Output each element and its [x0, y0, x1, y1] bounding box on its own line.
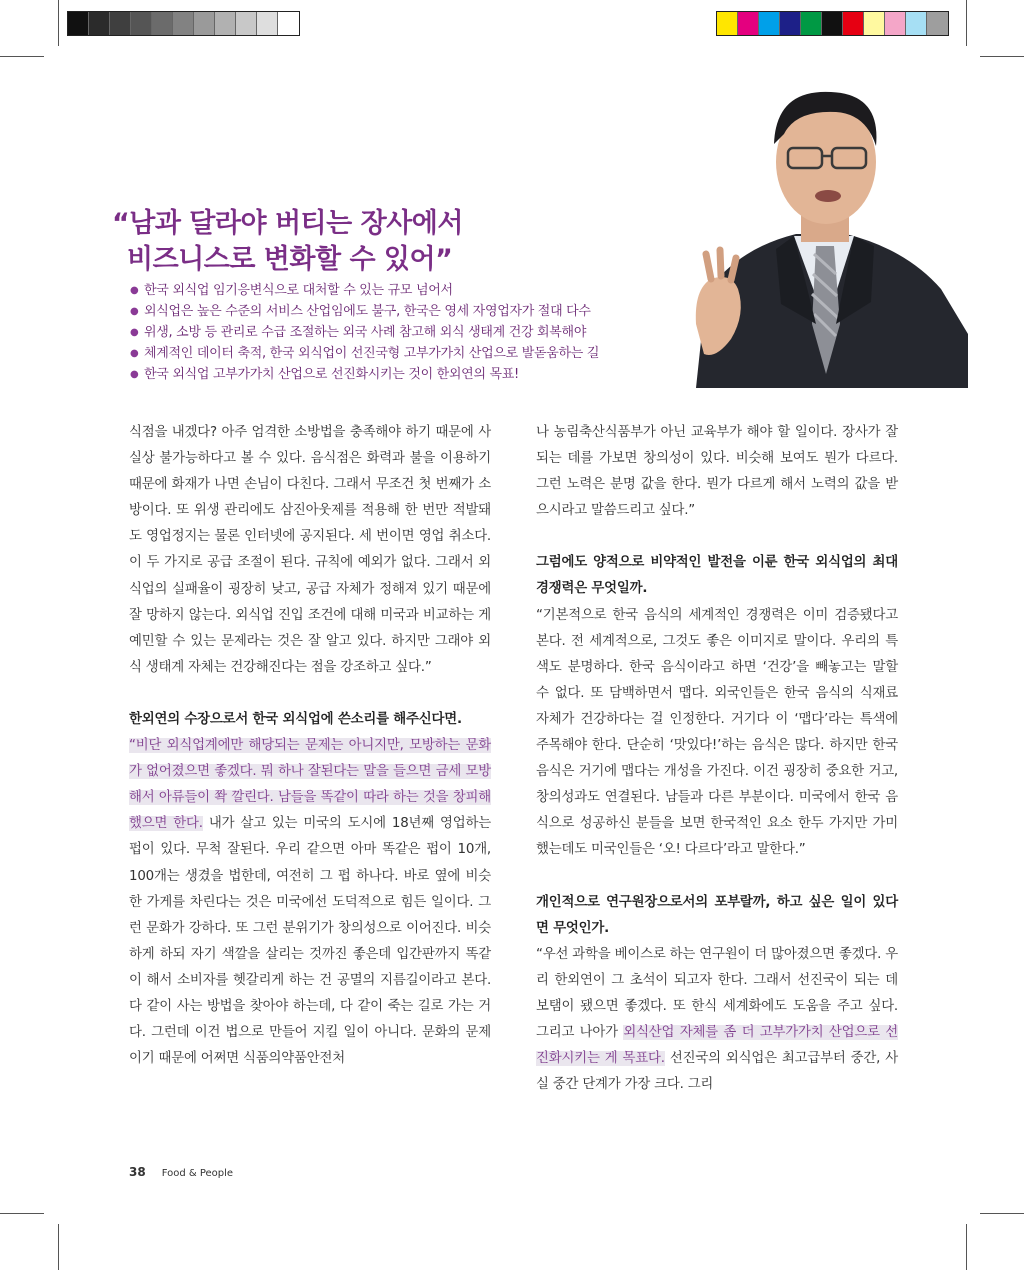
color-swatch: [927, 12, 948, 35]
interview-question: 한외연의 수장으로서 한국 외식업에 쓴소리를 해주신다면.: [129, 711, 462, 727]
summary-bullet: ● 한국 외식업 고부가가치 산업으로 선진화시키는 것이 한외연의 목표!: [130, 364, 670, 385]
headline-line-2: 비즈니스로 변화할 수 있어”: [127, 244, 453, 275]
body-column-left: [129, 420, 491, 1072]
crop-mark-bottom-left-h: [0, 1213, 44, 1214]
gray-swatch: [68, 12, 89, 35]
interview-question: 개인적으로 연구원장으로서의 포부랄까, 하고 싶은 일이 있다면 무엇인가.: [536, 894, 898, 936]
gray-swatch: [89, 12, 110, 35]
body-paragraph: [129, 733, 491, 1072]
body-paragraph: 나 농림축산식품부가 아닌 교육부가 해야 할 일이다. 장사가 잘되는 데를 가보면 창의성이 있다. 비슷해 보여도 뭔가 다르다. 그런 노력은 분명 값을 한다. 뭔가 다르게 해서 노력의 값을 받으시라고 말씀드리고 싶다.”: [536, 425, 898, 519]
crop-mark-bottom-right-h: [980, 1213, 1024, 1214]
body-paragraph: “기본적으로 한국 음식의 세계적인 경쟁력은 이미 검증됐다고 본다. 전 세계적으로, 그것도 좋은 이미지로 말이다. 우리의 특색도 분명하다. 한국 음식이라고 하면 ‘건강’을 빼놓고는 말할 수 없다. 또 담백하면서 맵다. 외국인들은 한국 음식의 식재료 자체가 건강하다는 걸 인정한다. 거기다 이 ‘맵다’라는 특색에 주목해야 한다. 단순히 ‘맛있다!’하는 음식은 많다. 하지만 한국 음식은 거기에 맵다는 개성을 가진다. 이건 굉장히 중요한 거고, 창의성과도 연결된다. 남들과 다른 부분이다. 미국에서 한국 음식으로 성공하신 분들을 보면 한국적인 요소 한두 가지만 가미했는데도 미국인들은 ‘오! 다르다’라고 말한다.”: [536, 607, 898, 858]
color-swatch: [759, 12, 780, 35]
body-paragraph: [536, 942, 898, 1099]
crop-mark-top-left-h: [0, 56, 44, 57]
color-swatch: [864, 12, 885, 35]
summary-bullet: ● 체계적인 데이터 축적, 한국 외식업이 선진국형 고부가가치 산업으로 발돋움하는 길: [130, 343, 670, 364]
crop-mark-top-left: [58, 0, 59, 46]
highlighted-quote: 외식산업 자체를 좀 더 고부가가치 산업으로 선진화시키는 게 목표다.: [536, 1024, 899, 1067]
gray-swatch: [236, 12, 257, 35]
crop-mark-top-right: [966, 0, 967, 46]
color-swatch: [780, 12, 801, 35]
gray-swatch: [152, 12, 173, 35]
gray-swatch: [194, 12, 215, 35]
crop-mark-bottom-right: [966, 1224, 967, 1270]
summary-bullet-list: [130, 280, 670, 385]
interviewee-portrait-photo: [676, 74, 968, 388]
color-swatch: [843, 12, 864, 35]
gray-swatch: [215, 12, 236, 35]
magazine-name: Food & People: [161, 1168, 234, 1179]
color-swatch: [822, 12, 843, 35]
gray-swatch: [173, 12, 194, 35]
body-paragraph: 식점을 내겠다? 아주 엄격한 소방법을 충족해야 하기 때문에 사실상 불가능하다고 볼 수 있다. 음식점은 화력과 불을 이용하기 때문에 화재가 나면 손님이 다친다. 그래서 무조건 첫 번째가 소방이다. 또 위생 관리에도 삼진아웃제를 적용해 한 번만 적발돼도 영업정지는 물론 인터넷에 공지된다. 세 번이면 영업 취소다. 이 두 가지로 공급 조절이 된다. 규칙에 예외가 없다. 그래서 외식업의 실패율이 굉장히 낮고, 공급 자체가 정해져 있기 때문에 잘 망하지 않는다. 외식업 진입 조건에 대해 미국과 비교하는 게 예민할 수 있는 문제라는 것은 잘 알고 있다. 하지만 그래야 외식 생태계 자체는 건강해진다는 점을 강조하고 싶다.”: [129, 425, 491, 675]
crop-mark-top-right-h: [980, 56, 1024, 57]
body-column-right: [536, 420, 898, 1098]
summary-bullet: ● 한국 외식업 임기응변식으로 대처할 수 있는 규모 넘어서: [130, 280, 670, 301]
gray-swatch: [257, 12, 278, 35]
gray-swatch: [131, 12, 152, 35]
gray-swatch: [278, 12, 299, 35]
process-color-bar: [716, 11, 949, 36]
headline-line-1: “남과 달라야 버티는 장사에서: [112, 208, 463, 239]
color-swatch: [717, 12, 738, 35]
body-text: 선진국의 외식업은 최고급부터 중간, 사실 중간 단계가 가장 크다. 그리: [536, 1051, 898, 1093]
page-number: 38: [129, 1165, 146, 1179]
color-swatch: [801, 12, 822, 35]
highlighted-quote: “비단 외식업계에만 해당되는 문제는 아니지만, 모방하는 문화가 없어졌으면 좋겠다. 뭐 하나 잘된다는 말을 들으면 금세 모방해서 아류들이 쫙 깔린다. 남들을 똑같이 따라 하는 것을 창피해했으면 한다.: [129, 738, 491, 832]
color-swatch: [885, 12, 906, 35]
summary-bullet: ● 외식업은 높은 수준의 서비스 산업임에도 불구, 한국은 영세 자영업자가 절대 다수: [130, 301, 670, 322]
body-text: 내가 살고 있는 미국의 도시에 18년째 영업하는 펍이 있다. 무척 잘된다. 우리 같으면 아마 똑같은 펍이 10개, 100개는 생겼을 법한데, 여전히 그 펍 하나다. 바로 옆에 비슷한 가게를 차린다는 것은 미국에선 도덕적으로 힘든 일이다. 그런 문화가 강하다. 또 그런 분위기가 창의성으로 이어진다. 비슷하게 하되 자기 색깔을 살리는 것까진 좋은데 입간판까지 똑같이 해서 소비자를 헷갈리게 하는 건 공멸의 지름길이라고 본다. 다 같이 사는 방법을 찾아야 하는데, 다 같이 죽는 길로 가는 거다. 그런데 이건 법으로 만들어 지킬 일이 아니다. 문화의 문제이기 때문에 어쩌면 식품의약품안전처: [129, 816, 491, 1067]
crop-mark-bottom-left: [58, 1224, 59, 1270]
color-swatch: [906, 12, 927, 35]
gray-swatch: [110, 12, 131, 35]
color-swatch: [738, 12, 759, 35]
body-text: “우선 과학을 베이스로 하는 연구원이 더 많아졌으면 좋겠다. 우리 한외연이 그 초석이 되고자 한다. 그래서 선진국이 되는 데 보탬이 됐으면 좋겠다. 또 한식 세계화에도 도움을 주고 싶다. 그리고 나아가: [536, 946, 898, 1040]
page-footer: [129, 1165, 233, 1179]
interview-question: 그럼에도 양적으로 비약적인 발전을 이룬 한국 외식업의 최대 경쟁력은 무엇일까.: [536, 555, 898, 597]
summary-bullet: ● 위생, 소방 등 관리로 수급 조절하는 외국 사례 참고해 외식 생태계 건강 회복해야: [130, 322, 670, 343]
article-headline: [112, 206, 672, 278]
grayscale-color-bar: [67, 11, 300, 36]
